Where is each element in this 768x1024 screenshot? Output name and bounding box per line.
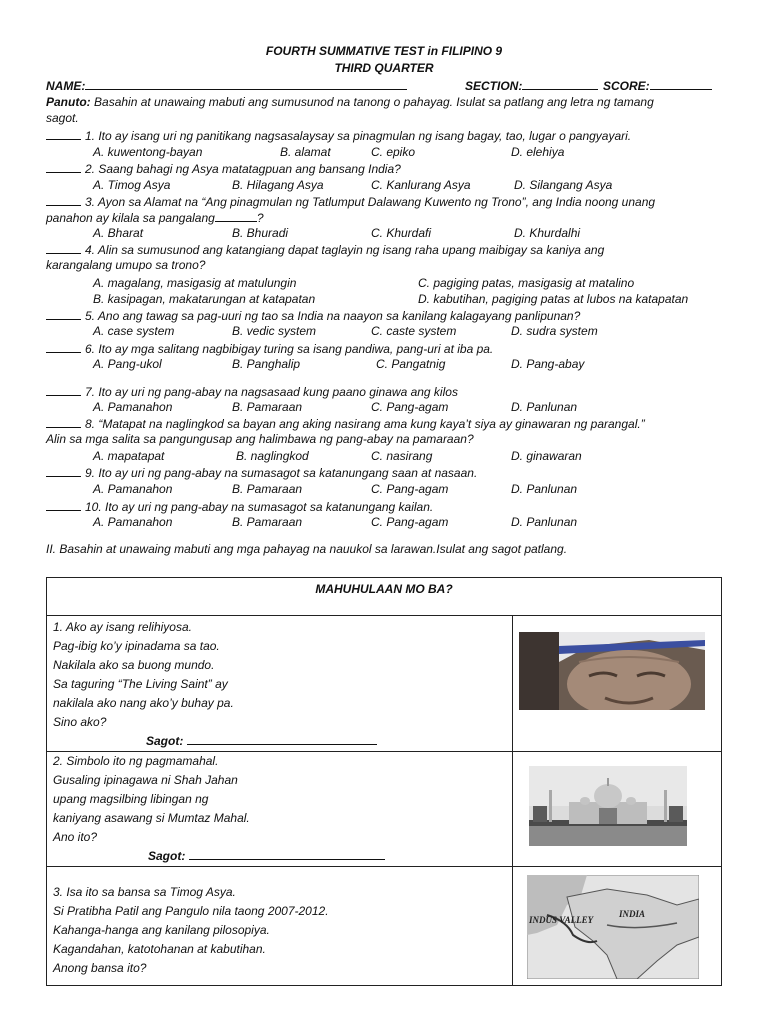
choice-7-1[interactable]: B. Pamaraan [232, 400, 303, 414]
section-blank[interactable] [522, 78, 598, 90]
choice-4-0[interactable]: A. magalang, masigasig at matulungin [93, 276, 297, 290]
question-5 [46, 308, 580, 323]
choice-8-1[interactable]: B. naglingkod [236, 449, 309, 463]
choice-10-1[interactable]: B. Pamaraan [232, 515, 303, 529]
choice-5-1[interactable]: B. vedic system [232, 324, 317, 338]
answer-label: Sagot: [148, 849, 186, 863]
item-2 [47, 752, 512, 866]
question-8 [46, 416, 645, 431]
item-3-line: Kagandahan, katotohanan at kabutihan. [53, 942, 266, 956]
item-1-line: nakilala ako nang ako’y buhay pa. [53, 696, 234, 710]
instructions-label: Panuto: [46, 95, 91, 109]
inline-blank[interactable] [215, 210, 257, 222]
question-3-cont [46, 210, 264, 225]
answer-2[interactable] [53, 847, 506, 866]
answer-blank-4[interactable] [46, 242, 81, 254]
question-text: 10. Ito ay uri ng pang-abay na sumasagot sa katanungang kailan. [85, 500, 434, 514]
choice-5-2[interactable]: C. caste system [371, 324, 457, 338]
item-2-line: upang magsilbing libingan ng [53, 792, 209, 806]
answer-1-blank[interactable] [187, 733, 377, 745]
choice-7-0[interactable]: A. Pamanahon [93, 400, 173, 414]
item-1-line: 1. Ako ay isang relihiyosa. [53, 620, 192, 634]
question-text: 6. Ito ay mga salitang nagbibigay turing sa isang pandiwa, pang-uri at iba pa. [85, 342, 494, 356]
answer-blank-9[interactable] [46, 465, 81, 477]
question-4-cont [46, 258, 205, 272]
choice-7-3[interactable]: D. Panlunan [511, 400, 578, 414]
answer-blank-7[interactable] [46, 384, 81, 396]
choice-3-2[interactable]: C. Khurdafi [371, 226, 432, 240]
choice-4-3[interactable]: D. kabutihan, pagiging patas at lubos na katapatan [418, 292, 689, 306]
question-text-cont: Alin sa mga salita sa pangungusap ang halimbawa ng pang-abay na pamaraan? [46, 432, 474, 446]
choice-8-2[interactable]: C. nasirang [371, 449, 433, 463]
question-text: 7. Ito ay uri ng pang-abay na nagsasaad kung paano ginawa ang kilos [85, 385, 458, 399]
question-4 [46, 242, 604, 257]
question-text: 1. Ito ay isang uri ng panitikang nagsasalaysay sa pinagmulan ng isang bagay, tao, lugar o pangyayari. [85, 129, 632, 143]
choice-10-3[interactable]: D. Panlunan [511, 515, 578, 529]
choice-9-0[interactable]: A. Pamanahon [93, 482, 173, 496]
answer-blank-6[interactable] [46, 341, 81, 353]
answer-blank-5[interactable] [46, 308, 81, 320]
question-1 [46, 128, 631, 143]
choice-8-3[interactable]: D. ginawaran [511, 449, 582, 463]
choice-9-1[interactable]: B. Pamaraan [232, 482, 303, 496]
choice-4-2[interactable]: B. kasipagan, makatarungan at katapatan [93, 292, 316, 306]
score-label: SCORE: [603, 79, 650, 93]
map-label-country: INDIA [619, 909, 646, 919]
question-7 [46, 384, 458, 399]
score-field[interactable] [603, 78, 712, 93]
item-2-line: Ano ito? [53, 830, 98, 844]
question-text: 9. Ito ay uri ng pang-abay na sumasagot sa katanungang saan at nasaan. [85, 466, 478, 480]
test-title: FOURTH SUMMATIVE TEST in FILIPINO 9 [265, 44, 503, 58]
item-1-line: Pag-ibig ko’y ipinadama sa tao. [53, 639, 220, 653]
question-2 [46, 161, 401, 176]
answer-blank-10[interactable] [46, 499, 81, 511]
choice-2-2[interactable]: C. Kanlurang Asya [371, 178, 471, 192]
question-text: 2. Saang bahagi ng Asya matatagpuan ang bansang India? [85, 162, 401, 176]
section-field[interactable] [465, 78, 598, 93]
choice-7-2[interactable]: C. Pang-agam [371, 400, 449, 414]
choice-1-2[interactable]: C. epiko [371, 145, 416, 159]
instructions-text-cont: sagot. [46, 111, 79, 125]
choice-6-3[interactable]: D. Pang-abay [511, 357, 585, 371]
question-text: 5. Ano ang tawag sa pag-uuri ng tao sa India na naayon sa kanilang kalagayang panlipunan? [85, 309, 581, 323]
instructions [46, 95, 654, 109]
answer-blank-3[interactable] [46, 194, 81, 206]
map-label-region: INDUS VALLEY [529, 915, 594, 925]
item-3-line: Si Pratibha Patil ang Pangulo nila taong 2007-2012. [53, 904, 329, 918]
name-blank[interactable] [85, 78, 407, 90]
choice-6-1[interactable]: B. Panghalip [232, 357, 301, 371]
item-1-line: Sino ako? [53, 715, 107, 729]
question-8-cont [46, 432, 474, 446]
answer-label: Sagot: [146, 734, 184, 748]
choice-1-0[interactable]: A. kuwentong-bayan [93, 145, 203, 159]
guess-table [46, 577, 722, 986]
choice-1-1[interactable]: B. alamat [280, 145, 331, 159]
question-text-cont: panahon ay kilala sa pangalang [46, 211, 215, 225]
choice-1-3[interactable]: D. elehiya [511, 145, 565, 159]
instructions-text: Basahin at unawaing mabuti ang sumusunod na tanong o pahayag. Isulat sa patlang ang letra ng tamang [94, 95, 654, 109]
choice-10-2[interactable]: C. Pang-agam [371, 515, 449, 529]
photo-cell-3 [513, 867, 722, 986]
choice-5-0[interactable]: A. case system [93, 324, 175, 338]
item-1 [47, 616, 512, 751]
choice-3-3[interactable]: D. Khurdalhi [514, 226, 581, 240]
question-6 [46, 341, 493, 356]
part2-instruction: II. Basahin at unawaing mabuti ang mga pahayag na nauukol sa larawan.Isulat ang sagot patlang. [46, 542, 568, 556]
score-blank[interactable] [650, 78, 712, 90]
answer-2-blank[interactable] [189, 848, 385, 860]
answer-1[interactable] [53, 732, 506, 751]
question-text-end: ? [256, 211, 264, 225]
item-1-line: Nakilala ako sa buong mundo. [53, 658, 215, 672]
item-2-line: kaniyang asawang si Mumtaz Mahal. [53, 811, 250, 825]
photo-cell-2 [513, 752, 722, 867]
choice-4-1[interactable]: C. pagiging patas, masigasig at matalino [418, 276, 635, 290]
choice-10-0[interactable]: A. Pamanahon [93, 515, 173, 529]
question-10 [46, 499, 433, 514]
item-3-line: Kahanga-hanga ang kanilang pilosopiya. [53, 923, 270, 937]
choice-8-0[interactable]: A. mapatapat [93, 449, 165, 463]
table-title: MAHUHULAAN MO BA? [47, 578, 722, 616]
choice-2-1[interactable]: B. Hilagang Asya [232, 178, 324, 192]
quarter-label: THIRD QUARTER [334, 61, 434, 75]
section-label: SECTION: [465, 79, 523, 93]
item-3-line: 3. Isa ito sa bansa sa Timog Asya. [53, 885, 236, 899]
choice-3-1[interactable]: B. Bhuradi [232, 226, 289, 240]
photo-cell-1 [513, 616, 722, 752]
question-9 [46, 465, 477, 480]
question-text: 8. “Matapat na naglingkod sa bayan ang aking nasirang ama kung kaya’t siya ay ginawaran ng parangal.” [85, 417, 645, 431]
name-label: NAME: [46, 79, 86, 93]
choice-6-2[interactable]: C. Pangatnig [376, 357, 446, 371]
question-3 [46, 194, 655, 209]
choice-6-0[interactable]: A. Pang-ukol [93, 357, 162, 371]
item-3-line: Anong bansa ito? [53, 961, 147, 975]
question-text: 3. Ayon sa Alamat na “Ang pinagmulan ng Tatlumput Dalawang Kuwento ng Trono”, ang India noong unang [85, 195, 656, 209]
item-1-line: Sa taguring “The Living Saint” ay [53, 677, 228, 691]
choice-9-3[interactable]: D. Panlunan [511, 482, 578, 496]
question-text-cont: karangalang umupo sa trono? [46, 258, 206, 272]
item-2-line: 2. Simbolo ito ng pagmamahal. [53, 754, 219, 768]
choice-5-3[interactable]: D. sudra system [511, 324, 598, 338]
answer-blank-1[interactable] [46, 128, 81, 140]
item-2-line: Gusaling ipinagawa ni Shah Jahan [53, 773, 238, 787]
answer-blank-2[interactable] [46, 161, 81, 173]
question-text: 4. Alin sa sumusunod ang katangiang dapat taglayin ng isang raha upang maibigay sa kaniya ang [85, 243, 605, 257]
india-map-image [527, 875, 699, 979]
choice-2-0[interactable]: A. Timog Asya [93, 178, 171, 192]
name-field[interactable] [46, 78, 407, 93]
portrait-image [519, 632, 705, 710]
answer-blank-8[interactable] [46, 416, 81, 428]
taj-mahal-image [529, 766, 687, 846]
choice-3-0[interactable]: A. Bharat [93, 226, 144, 240]
item-3 [47, 867, 512, 978]
choice-2-3[interactable]: D. Silangang Asya [514, 178, 613, 192]
choice-9-2[interactable]: C. Pang-agam [371, 482, 449, 496]
